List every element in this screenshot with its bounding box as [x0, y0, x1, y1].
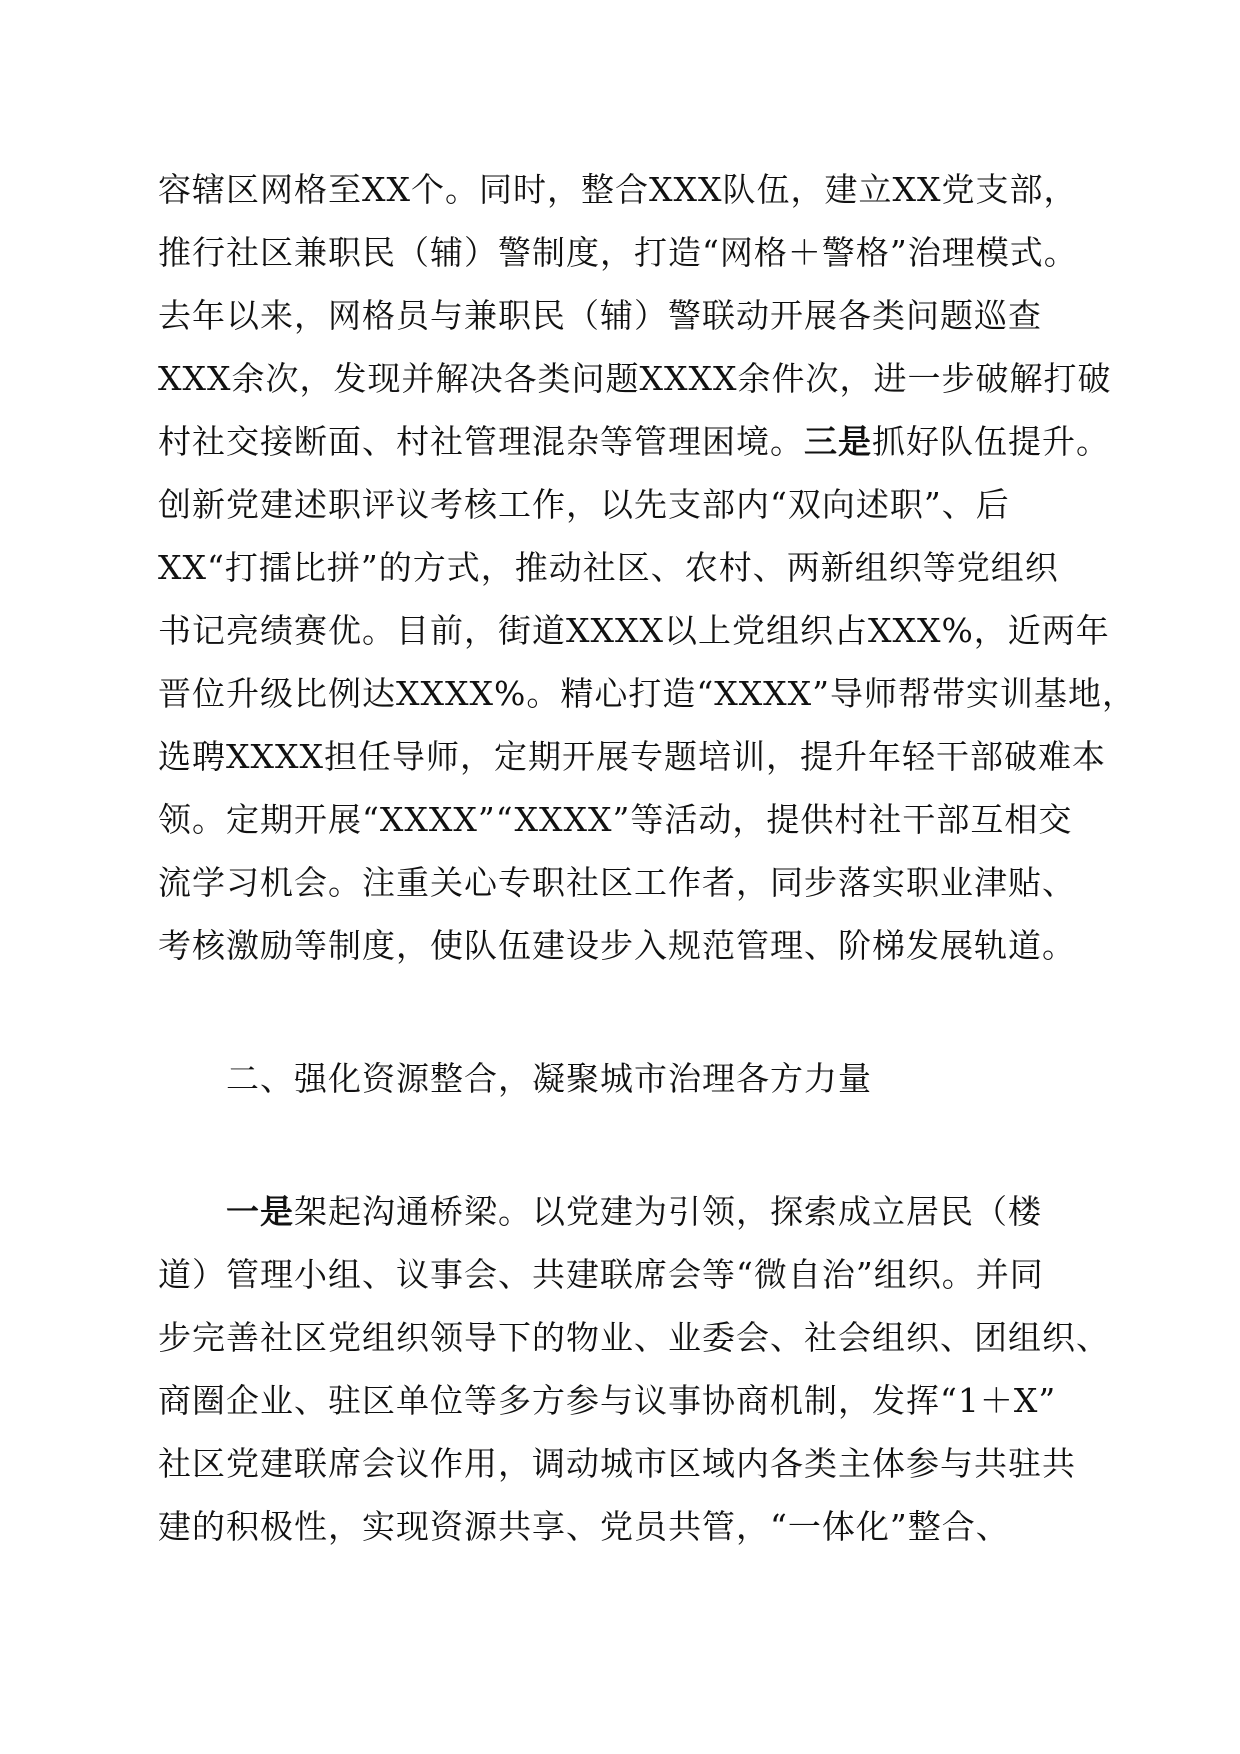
- paragraph-line: 考核激励等制度，使队伍建设步入规范管理、阶梯发展轨道。: [158, 926, 1076, 965]
- paragraph-line: [158, 422, 1110, 462]
- paragraph-line: XX“打擂比拼”的方式，推动社区、农村、两新组织等党组织: [158, 548, 1059, 587]
- paragraph-line: 创新党建述职评议考核工作，以先支部内“双向述职”、后: [158, 485, 1010, 524]
- paragraph-line: XXX余次，发现并解决各类问题XXXX余件次，进一步破解打破: [158, 359, 1112, 398]
- paragraph-line: 领。定期开展“XXXX”“XXXX”等活动，提供村社干部互相交: [158, 800, 1073, 839]
- paragraph-text: 村社交接断面、村社管理混杂等管理困境。: [158, 422, 804, 461]
- paragraph-text: 抓好队伍提升。: [872, 422, 1110, 461]
- paragraph-line: 步完善社区党组织领导下的物业、业委会、社会组织、团组织、: [158, 1318, 1110, 1357]
- paragraph-line: 建的积极性，实现资源共享、党员共管，“一体化”整合、: [158, 1507, 1010, 1546]
- paragraph-line: 容辖区网格至XX个。同时，整合XXX队伍，建立XX党支部，: [158, 170, 1078, 209]
- paragraph-line: 社区党建联席会议作用，调动城市区域内各类主体参与共驻共: [158, 1444, 1076, 1483]
- paragraph-text: 架起沟通桥梁。以党建为引领，探索成立居民（楼: [294, 1192, 1042, 1231]
- paragraph-line: [226, 1192, 1166, 1232]
- paragraph-line: 商圈企业、驻区单位等多方参与议事协商机制，发挥“1＋X”: [158, 1381, 1057, 1420]
- paragraph-line: 推行社区兼职民（辅）警制度，打造“网格＋警格”治理模式。: [158, 233, 1078, 272]
- paragraph-line: 去年以来，网格员与兼职民（辅）警联动开展各类问题巡查: [158, 296, 1042, 335]
- emphasis-label: 三是: [804, 422, 872, 461]
- paragraph-line: 晋位升级比例达XXXX%。精心打造“XXXX”导师帮带实训基地，: [158, 674, 1137, 713]
- paragraph-line: 选聘XXXX担任导师，定期开展专题培训，提升年轻干部破难本: [158, 737, 1106, 776]
- emphasis-label: 一是: [226, 1192, 294, 1231]
- paragraph-line: 书记亮绩赛优。目前，街道XXXX以上党组织占XXX%，近两年: [158, 611, 1110, 650]
- paragraph-line: 流学习机会。注重关心专职社区工作者，同步落实职业津贴、: [158, 863, 1076, 902]
- section-heading: 二、强化资源整合，凝聚城市治理各方力量: [226, 1059, 872, 1098]
- paragraph-line: 道）管理小组、议事会、共建联席会等“微自治”组织。并同: [158, 1255, 1044, 1294]
